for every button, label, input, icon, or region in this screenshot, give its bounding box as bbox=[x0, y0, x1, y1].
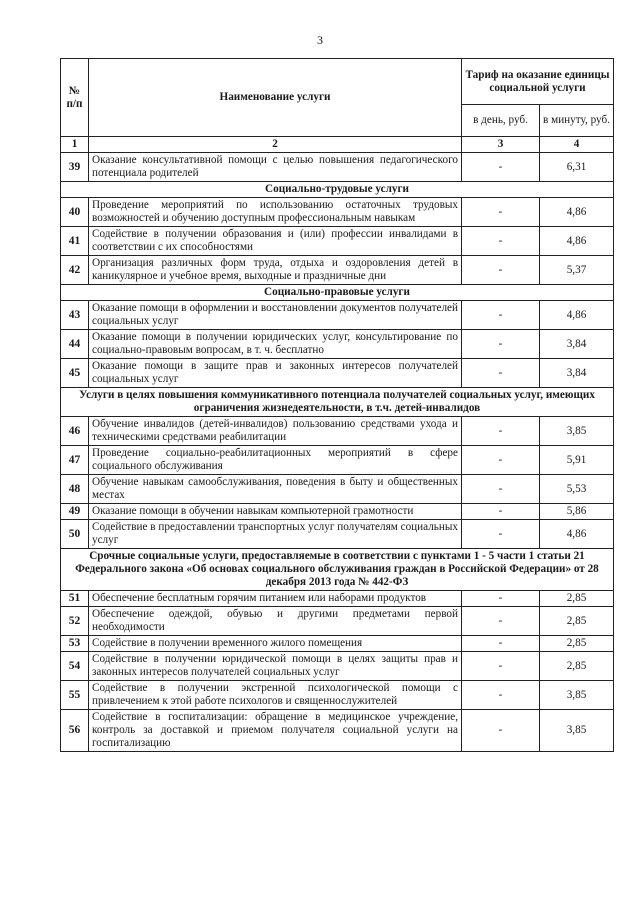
table-row bbox=[61, 475, 614, 504]
tariff-per-day: - bbox=[462, 710, 540, 752]
tariff-per-minute: 5,91 bbox=[540, 446, 614, 475]
row-number: 55 bbox=[61, 681, 89, 710]
tariff-per-minute: 4,86 bbox=[540, 301, 614, 330]
service-name: Оказание консультативной помощи с целью повышения педагогического потенциала родителей bbox=[89, 153, 462, 182]
section-row bbox=[61, 182, 614, 198]
header-per-minute: в минуту, руб. bbox=[540, 105, 614, 137]
row-number: 46 bbox=[61, 417, 89, 446]
tariff-table bbox=[60, 58, 614, 752]
row-number: 43 bbox=[61, 301, 89, 330]
table-row bbox=[61, 417, 614, 446]
header-per-day: в день, руб. bbox=[462, 105, 540, 137]
tariff-per-day: - bbox=[462, 681, 540, 710]
service-name: Содействие в получении юридической помощи в целях защиты прав и законных интересов получателей социальных услуг bbox=[89, 652, 462, 681]
tariff-per-minute: 2,85 bbox=[540, 607, 614, 636]
tariff-per-day: - bbox=[462, 520, 540, 549]
tariff-per-minute: 3,84 bbox=[540, 359, 614, 388]
service-name: Обучение навыкам самообслуживания, поведения в быту и общественных местах bbox=[89, 475, 462, 504]
header-name-col: Наименование услуги bbox=[89, 59, 462, 137]
table-row bbox=[61, 636, 614, 652]
row-number: 42 bbox=[61, 256, 89, 285]
row-number: 51 bbox=[61, 591, 89, 607]
service-name: Содействие в получении образования и (или) профессии инвалидами в соответствии с их способностями bbox=[89, 227, 462, 256]
section-row bbox=[61, 285, 614, 301]
tariff-per-day: - bbox=[462, 227, 540, 256]
tariff-per-minute: 3,85 bbox=[540, 710, 614, 752]
row-number: 52 bbox=[61, 607, 89, 636]
tariff-per-day: - bbox=[462, 417, 540, 446]
table-row bbox=[61, 591, 614, 607]
tariff-per-minute: 5,86 bbox=[540, 504, 614, 520]
tariff-per-day: - bbox=[462, 256, 540, 285]
table-row bbox=[61, 301, 614, 330]
table-row bbox=[61, 652, 614, 681]
service-name: Содействие в получении временного жилого помещения bbox=[89, 636, 462, 652]
table-row bbox=[61, 330, 614, 359]
row-number: 41 bbox=[61, 227, 89, 256]
header-tariff-col: Тариф на оказание единицы социальной услуги bbox=[462, 59, 614, 105]
tariff-per-day: - bbox=[462, 652, 540, 681]
service-name: Организация различных форм труда, отдыха и оздоровления детей в каникулярное и учебное время, выходные и праздничные дни bbox=[89, 256, 462, 285]
service-name: Оказание помощи в получении юридических услуг, консультирование по социально-правовым вопросам, в т. ч. бесплатно bbox=[89, 330, 462, 359]
table-row bbox=[61, 446, 614, 475]
row-number: 40 bbox=[61, 198, 89, 227]
tariff-per-day: - bbox=[462, 446, 540, 475]
service-name: Обучение инвалидов (детей-инвалидов) пользованию средствами ухода и техническими средствами реабилитации bbox=[89, 417, 462, 446]
row-number: 49 bbox=[61, 504, 89, 520]
tariff-per-minute: 2,85 bbox=[540, 636, 614, 652]
header-num-col: № п/п bbox=[61, 59, 89, 137]
section-title: Социально-трудовые услуги bbox=[61, 182, 614, 198]
column-number-4: 4 bbox=[540, 137, 614, 153]
tariff-per-day: - bbox=[462, 504, 540, 520]
tariff-per-minute: 3,84 bbox=[540, 330, 614, 359]
table-row bbox=[61, 681, 614, 710]
tariff-per-day: - bbox=[462, 330, 540, 359]
row-number: 54 bbox=[61, 652, 89, 681]
tariff-per-minute: 4,86 bbox=[540, 227, 614, 256]
table-row bbox=[61, 607, 614, 636]
table-row bbox=[61, 520, 614, 549]
table-row bbox=[61, 198, 614, 227]
tariff-per-minute: 3,85 bbox=[540, 417, 614, 446]
row-number: 48 bbox=[61, 475, 89, 504]
tariff-per-day: - bbox=[462, 607, 540, 636]
tariff-per-minute: 4,86 bbox=[540, 520, 614, 549]
row-number: 44 bbox=[61, 330, 89, 359]
row-number: 45 bbox=[61, 359, 89, 388]
row-number: 53 bbox=[61, 636, 89, 652]
column-number-2: 2 bbox=[89, 137, 462, 153]
row-number: 56 bbox=[61, 710, 89, 752]
tariff-per-day: - bbox=[462, 153, 540, 182]
service-name: Проведение социально-реабилитационных мероприятий в сфере социального обслуживания bbox=[89, 446, 462, 475]
service-name: Проведение мероприятий по использованию остаточных трудовых возможностей и обучению доступным профессиональным навыкам bbox=[89, 198, 462, 227]
table-row bbox=[61, 504, 614, 520]
tariff-per-day: - bbox=[462, 475, 540, 504]
tariff-per-day: - bbox=[462, 636, 540, 652]
row-number: 47 bbox=[61, 446, 89, 475]
tariff-per-day: - bbox=[462, 198, 540, 227]
section-title: Услуги в целях повышения коммуникативного потенциала получателей социальных услуг, имеющих ограничения жизнедеятельности, в т.ч. детей-инвалидов bbox=[61, 388, 614, 417]
tariff-per-minute: 5,53 bbox=[540, 475, 614, 504]
column-number-1: 1 bbox=[61, 137, 89, 153]
service-name: Оказание помощи в обучении навыкам компьютерной грамотности bbox=[89, 504, 462, 520]
row-number: 50 bbox=[61, 520, 89, 549]
service-name: Оказание помощи в защите прав и законных интересов получателей социальных услуг bbox=[89, 359, 462, 388]
tariff-per-minute: 4,86 bbox=[540, 198, 614, 227]
service-name: Содействие в получении экстренной психологической помощи с привлечением к этой работе психологов и священнослужителей bbox=[89, 681, 462, 710]
row-number: 39 bbox=[61, 153, 89, 182]
tariff-per-minute: 2,85 bbox=[540, 652, 614, 681]
section-title: Социально-правовые услуги bbox=[61, 285, 614, 301]
tariff-per-minute: 3,85 bbox=[540, 681, 614, 710]
tariff-per-minute: 5,37 bbox=[540, 256, 614, 285]
tariff-per-day: - bbox=[462, 301, 540, 330]
service-name: Обеспечение одеждой, обувью и другими предметами первой необходимости bbox=[89, 607, 462, 636]
section-title: Срочные социальные услуги, предоставляемые в соответствии с пунктами 1 - 5 части 1 статьи 21 Федерального закона «Об основах социального обслуживания граждан в Российской Федерации» от 28 декабря 2013 года № 442-ФЗ bbox=[61, 549, 614, 591]
service-name: Обеспечение бесплатным горячим питанием или наборами продуктов bbox=[89, 591, 462, 607]
page-number: 3 bbox=[317, 33, 323, 47]
table-row bbox=[61, 153, 614, 182]
table-row bbox=[61, 227, 614, 256]
tariff-per-day: - bbox=[462, 591, 540, 607]
column-number-3: 3 bbox=[462, 137, 540, 153]
section-row bbox=[61, 549, 614, 591]
table-row bbox=[61, 710, 614, 752]
tariff-per-minute: 2,85 bbox=[540, 591, 614, 607]
tariff-per-minute: 6,31 bbox=[540, 153, 614, 182]
service-name: Содействие в госпитализации: обращение в медицинское учреждение, контроль за доставкой и приемом получателя социальной услуги на госпитализацию bbox=[89, 710, 462, 752]
service-name: Оказание помощи в оформлении и восстановлении документов получателей социальных услуг bbox=[89, 301, 462, 330]
service-name: Содействие в предоставлении транспортных услуг получателям социальных услуг bbox=[89, 520, 462, 549]
tariff-per-day: - bbox=[462, 359, 540, 388]
table-row bbox=[61, 256, 614, 285]
section-row bbox=[61, 388, 614, 417]
table-row bbox=[61, 359, 614, 388]
